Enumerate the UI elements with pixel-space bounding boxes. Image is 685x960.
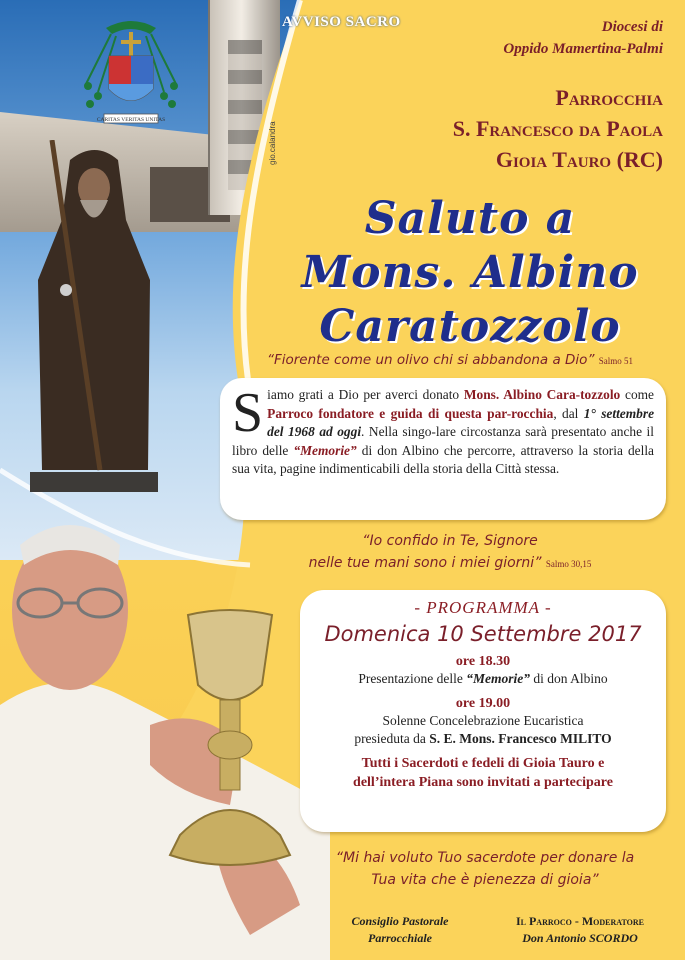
parish-line3: Gioia Tauro (RC) [495,147,663,172]
quote2-line2: nelle tue mani sono i miei giorni” [308,555,542,571]
program-event-1 [300,670,666,688]
event1-book: “Memorie” [466,671,531,686]
signature-parish-priest [485,913,675,947]
program-invite [300,754,666,792]
signature-left-line2: Parrocchiale [368,931,432,945]
diocese-line2: Oppido Mamertina-Palmi [503,41,663,57]
event2-pre: presieduta da [354,731,430,746]
program-event-2-line2 [300,730,666,748]
diocese-block [503,16,663,60]
announcement-part: di don Albino che percorre, attraverso la storia della sua vita, pagine indimenticabili della storia della Città stessa. [232,442,654,477]
announcement-part: . Nella singo-lare circostanza sarà presentato anche il libro delle [232,424,654,458]
quote2-ref: Salmo 30,15 [545,559,592,569]
title-line3: Caratozzolo [319,301,621,352]
quote3-line2: Tua vita che è pienezza di gioia” [371,872,599,888]
title-line2: Mons. Albino [301,247,639,298]
event1-post: di don Albino [530,671,608,686]
program-title: - PROGRAMMA - [414,598,552,617]
diocese-line1: Diocesi di [601,19,663,35]
parish-line1: Parrocchia [555,85,663,110]
announcement-book: “Memorie” [293,442,357,458]
announcement-role: Parroco fondatore e guida di questa par-rocchia [267,405,554,421]
event2-celebrant: S. E. Mons. Francesco MILITO [429,731,612,746]
coat-motto: CARITAS VERITAS UNITAS [96,117,166,123]
psalm-quote-2 [250,530,650,575]
announcement-box [220,378,666,520]
invite-line1: Tutti i Sacerdoti e fedeli di Gioia Tauro e [361,756,605,771]
photo-credit: gio.calandra [268,121,277,165]
page-title [270,192,670,354]
signature-right-line2: Don Antonio SCORDO [522,931,638,945]
program-date: Domenica 10 Settembre 2017 [324,622,642,646]
signature-right-line1: Il Parroco - Moderatore [515,914,645,928]
program-box [300,590,666,832]
program-event-2-line1: Solenne Concelebrazione Eucaristica [382,713,584,728]
chalice-icon [150,605,310,875]
quote3-line1: “Mi hai voluto Tuo sacerdote per donare la [335,850,635,866]
drop-cap: S [232,382,264,444]
title-line1: Saluto a [364,193,576,244]
announcement-part: come [620,387,654,402]
quote1-ref: Salmo 51 [598,356,634,366]
program-time-2: ore 19.00 [455,696,511,711]
program-time-1: ore 18.30 [455,654,511,669]
psalm-quote-1 [225,352,675,368]
coat-of-arms-icon [76,14,186,134]
announcement-part: , dal [553,405,584,421]
parish-line2: S. Francesco da Paola [452,116,663,141]
quote1-text: “Fiorente come un olivo chi si abbandona a Dio” [266,352,595,368]
closing-quote [300,847,670,891]
quote2-line1: “Io confido in Te, Signore [362,533,538,549]
signature-left-line1: Consiglio Pastorale [351,914,449,928]
invite-line2: dell’intera Piana sono invitati a partecipare [353,775,613,790]
announcement-date: 1° settembre del 1968 ad oggi [267,405,655,440]
signature-council [330,913,470,947]
parish-block [453,82,663,175]
announcement-part: iamo grati a Dio per averci donato [267,387,464,402]
event1-pre: Presentazione delle [358,671,467,686]
announcement-text [232,382,655,479]
announcement-name: Mons. Albino Cara-tozzolo [463,387,621,402]
statue-photo [30,140,160,495]
notice-label: AVVISO SACRO [282,14,401,30]
